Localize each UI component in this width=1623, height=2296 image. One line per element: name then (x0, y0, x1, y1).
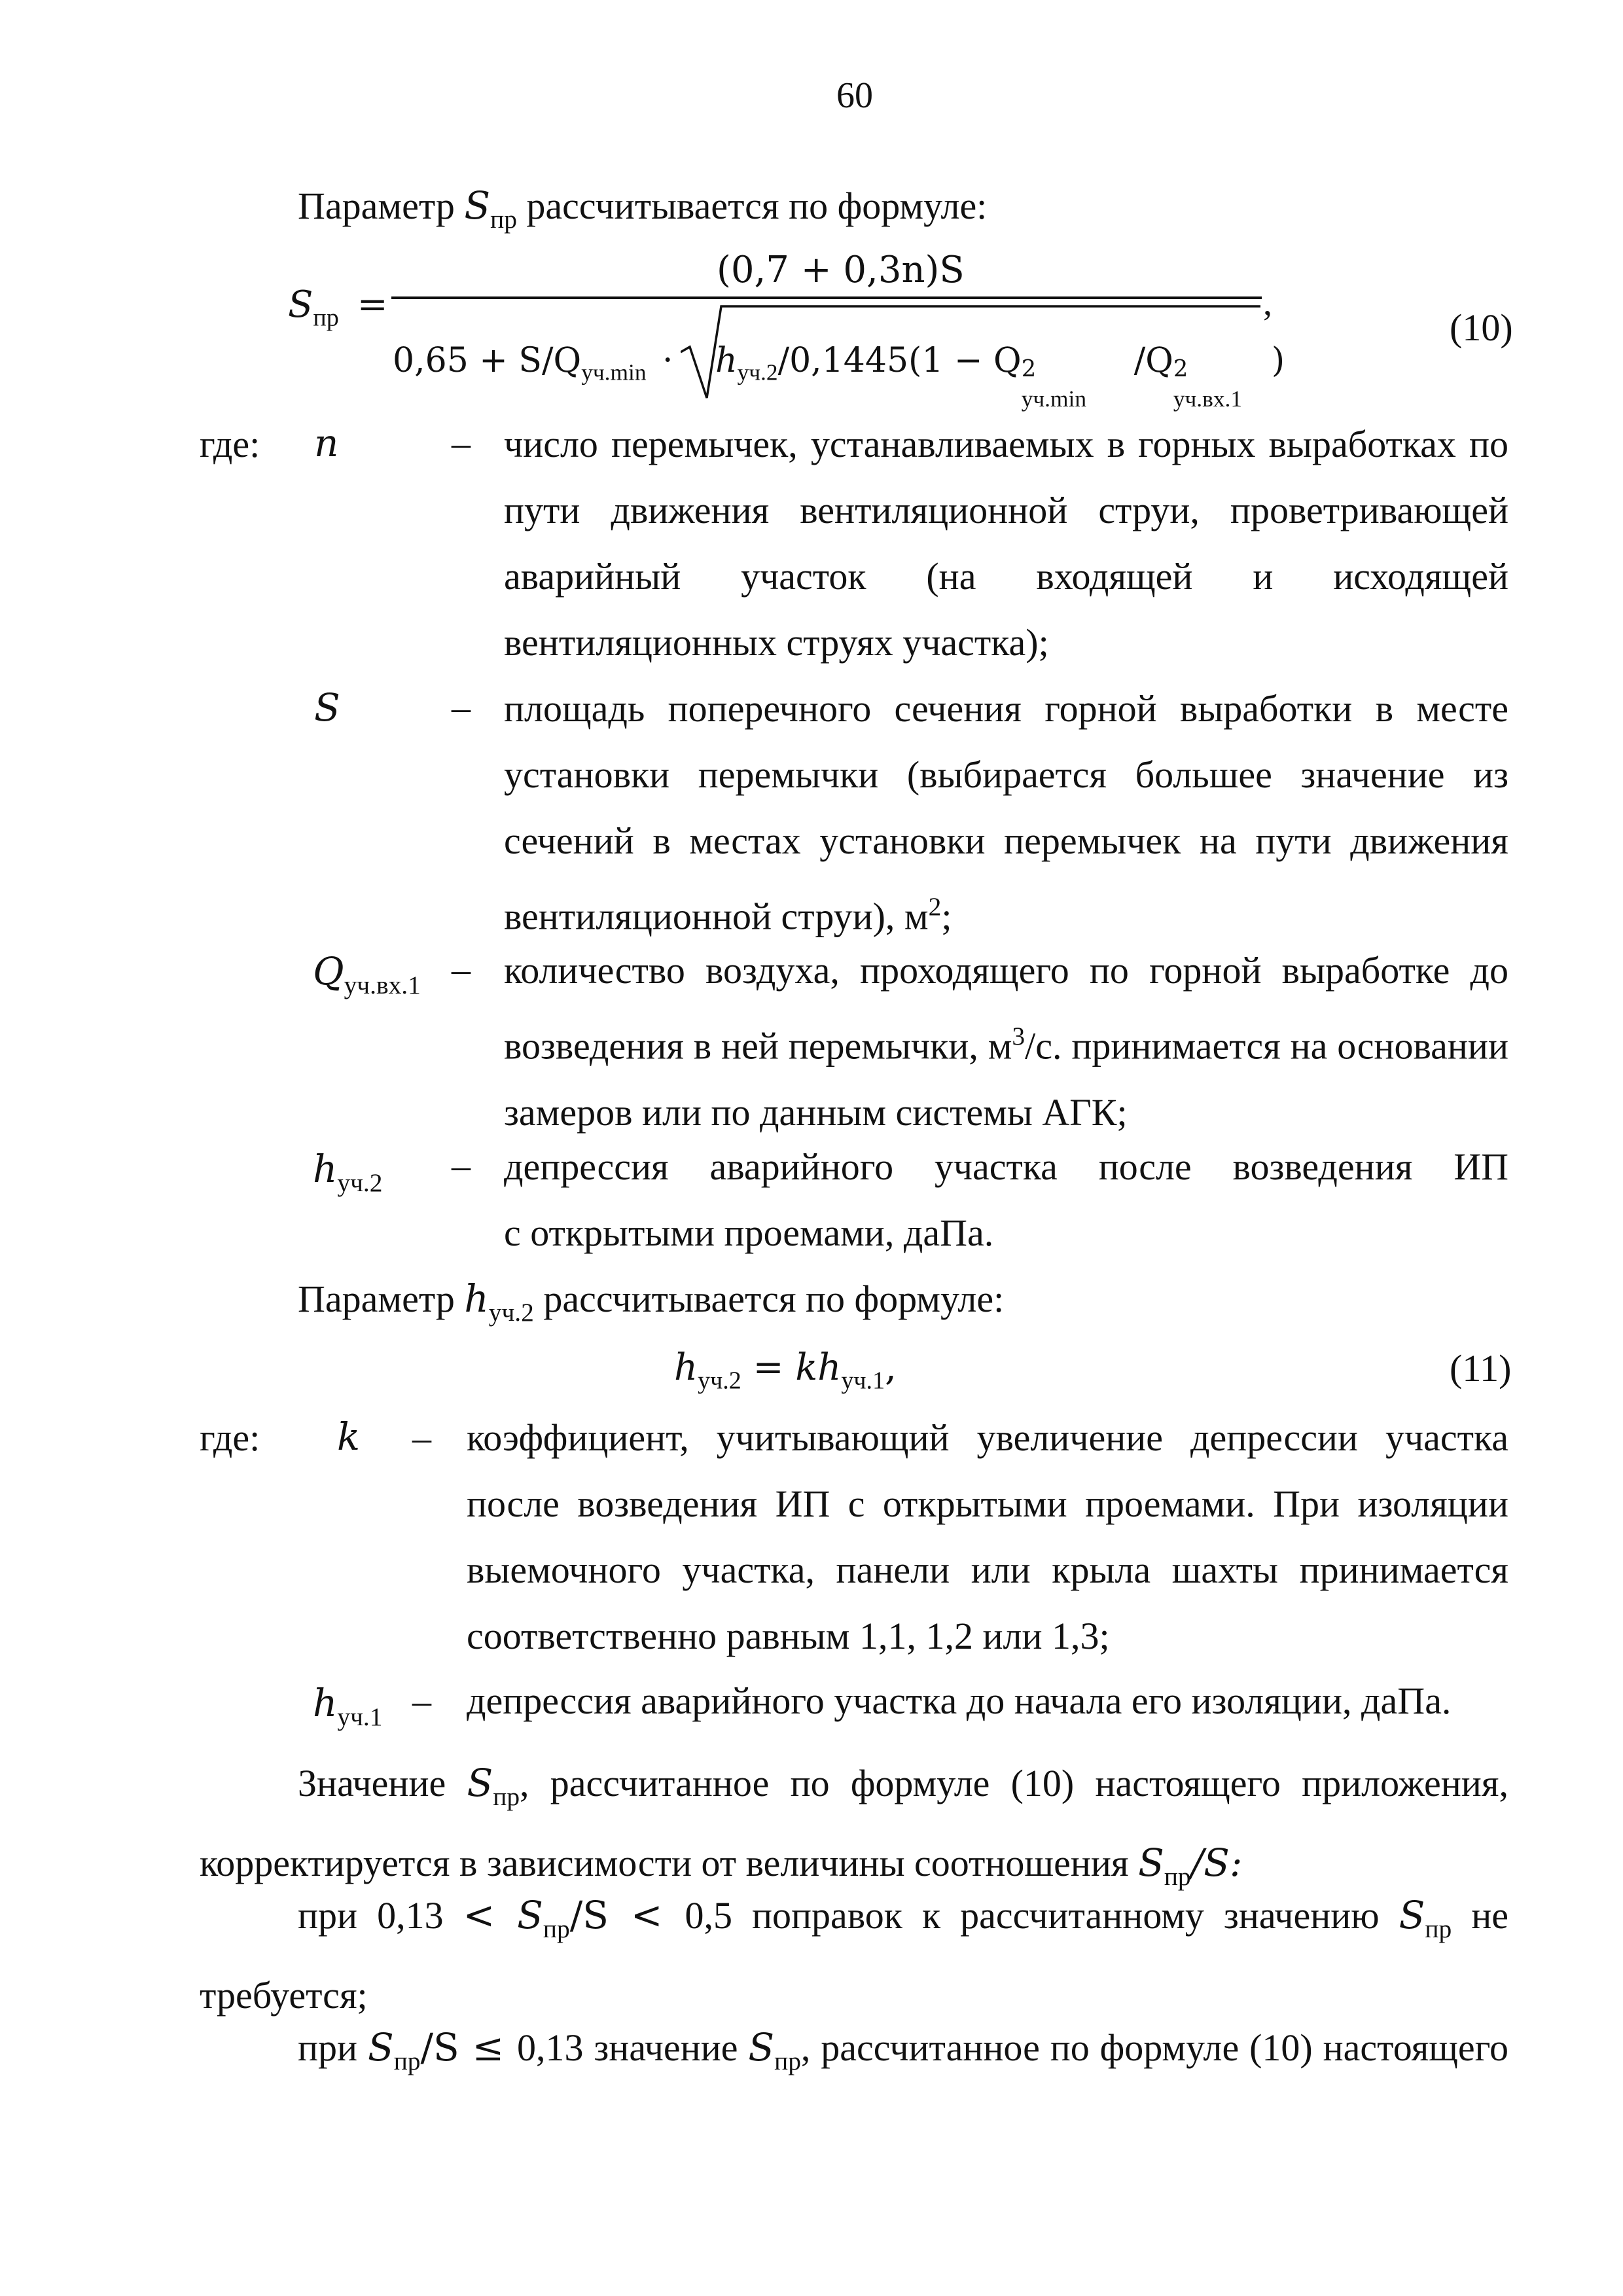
equation-number-11: (11) (1450, 1347, 1512, 1390)
def-n-dash: – (452, 422, 471, 464)
formula-10-lhs: $S_{пр}$ = (288, 283, 388, 332)
where-label-2: где: (200, 1416, 260, 1459)
def-q-text: количество воздуха, проходящего по горной выработке до возведения в ней перемычки, $м^3/с$. принимается на основании замеров или по данным системы АГК; (504, 949, 1508, 1134)
def-s-text: площадь поперечного сечения горной выработки в месте установки перемычки (выбирается большее значение из сечений в местах установки перемычек на пути движения вентиляционной струи), $м^2$; (504, 687, 1508, 938)
formula-10-comma: , (1263, 283, 1272, 323)
def-k-text: коэффициент, учитывающий увеличение депрессии участка после возведения ИП с открытыми проемами. При изоляции выемочного участка, панели или крыла шахты принимается соответственно равным 1,1, 1,2 или 1,3; (467, 1416, 1508, 1657)
def-h1-text: депрессия аварийного участка до начала его изоляции, даПа. (467, 1679, 1452, 1722)
paragraph-range-1: при $0,13 < S_{пр}/S < 0,5$ поправок к рассчитанному значению $S_{пр}$ не требуется; (200, 1893, 1508, 2017)
def-q-symbol: $Q_{уч.вх.1}$ (313, 949, 421, 999)
formula-10-numerator: (0,7 + 0,3n)S (717, 249, 965, 291)
def-n-symbol: n (314, 421, 339, 465)
def-q-dash: – (452, 948, 471, 990)
where-label: где: (200, 423, 260, 465)
fraction-bar (391, 296, 1262, 299)
equation-number-10: (10) (1450, 306, 1513, 349)
def-s-dash: – (452, 686, 471, 728)
page-number: 60 (836, 75, 873, 116)
formula-10-denominator: $0,65 + S/Q_{уч.min} \cdot h_{уч.2}/0,1445(1 - Q$ 2 уч.min /Q 2 уч.вх.1 ) (393, 341, 1285, 412)
paragraph-correction: Значение $S_{пр}$, рассчитанное по формуле (10) настоящего приложения, корректируется в зависимости от величины соотношения $S_{пр}/S$: (200, 1761, 1508, 1891)
def-k-symbol: k (337, 1414, 361, 1459)
def-s-symbol: S (314, 685, 340, 730)
formula-11: $h_{уч.2} = kh_{уч.1}$, (674, 1346, 897, 1395)
def-h1-dash: – (412, 1679, 431, 1722)
def-h1-symbol: $h_{уч.1}$ (313, 1681, 383, 1731)
def-n-text: число перемычек, устанавливаемых в горных выработках по пути движения вентиляционной струи, проветривающей аварийный участок (на входящей и исходящей вентиляционных струях участка); (504, 423, 1508, 664)
def-h2-symbol: $h_{уч.2}$ (313, 1147, 383, 1197)
def-h2-text: депрессия аварийного участка после возведения ИП с открытыми проемами, даПа. (504, 1145, 1508, 1254)
param-h-intro: Параметр $h_{уч.2}$ рассчитывается по формуле: (298, 1276, 1005, 1327)
def-k-dash: – (412, 1416, 431, 1459)
paragraph-range-2: при $S_{пр}/S \le 0,13$ значение $S_{пр}$, рассчитанное по формуле (10) настоящего (298, 2025, 1509, 2075)
def-h2-dash: – (452, 1144, 471, 1187)
sqrt-sign (681, 300, 1270, 404)
param-s-intro: Параметр $S_{пр}$ рассчитывается по формуле: (298, 183, 988, 234)
